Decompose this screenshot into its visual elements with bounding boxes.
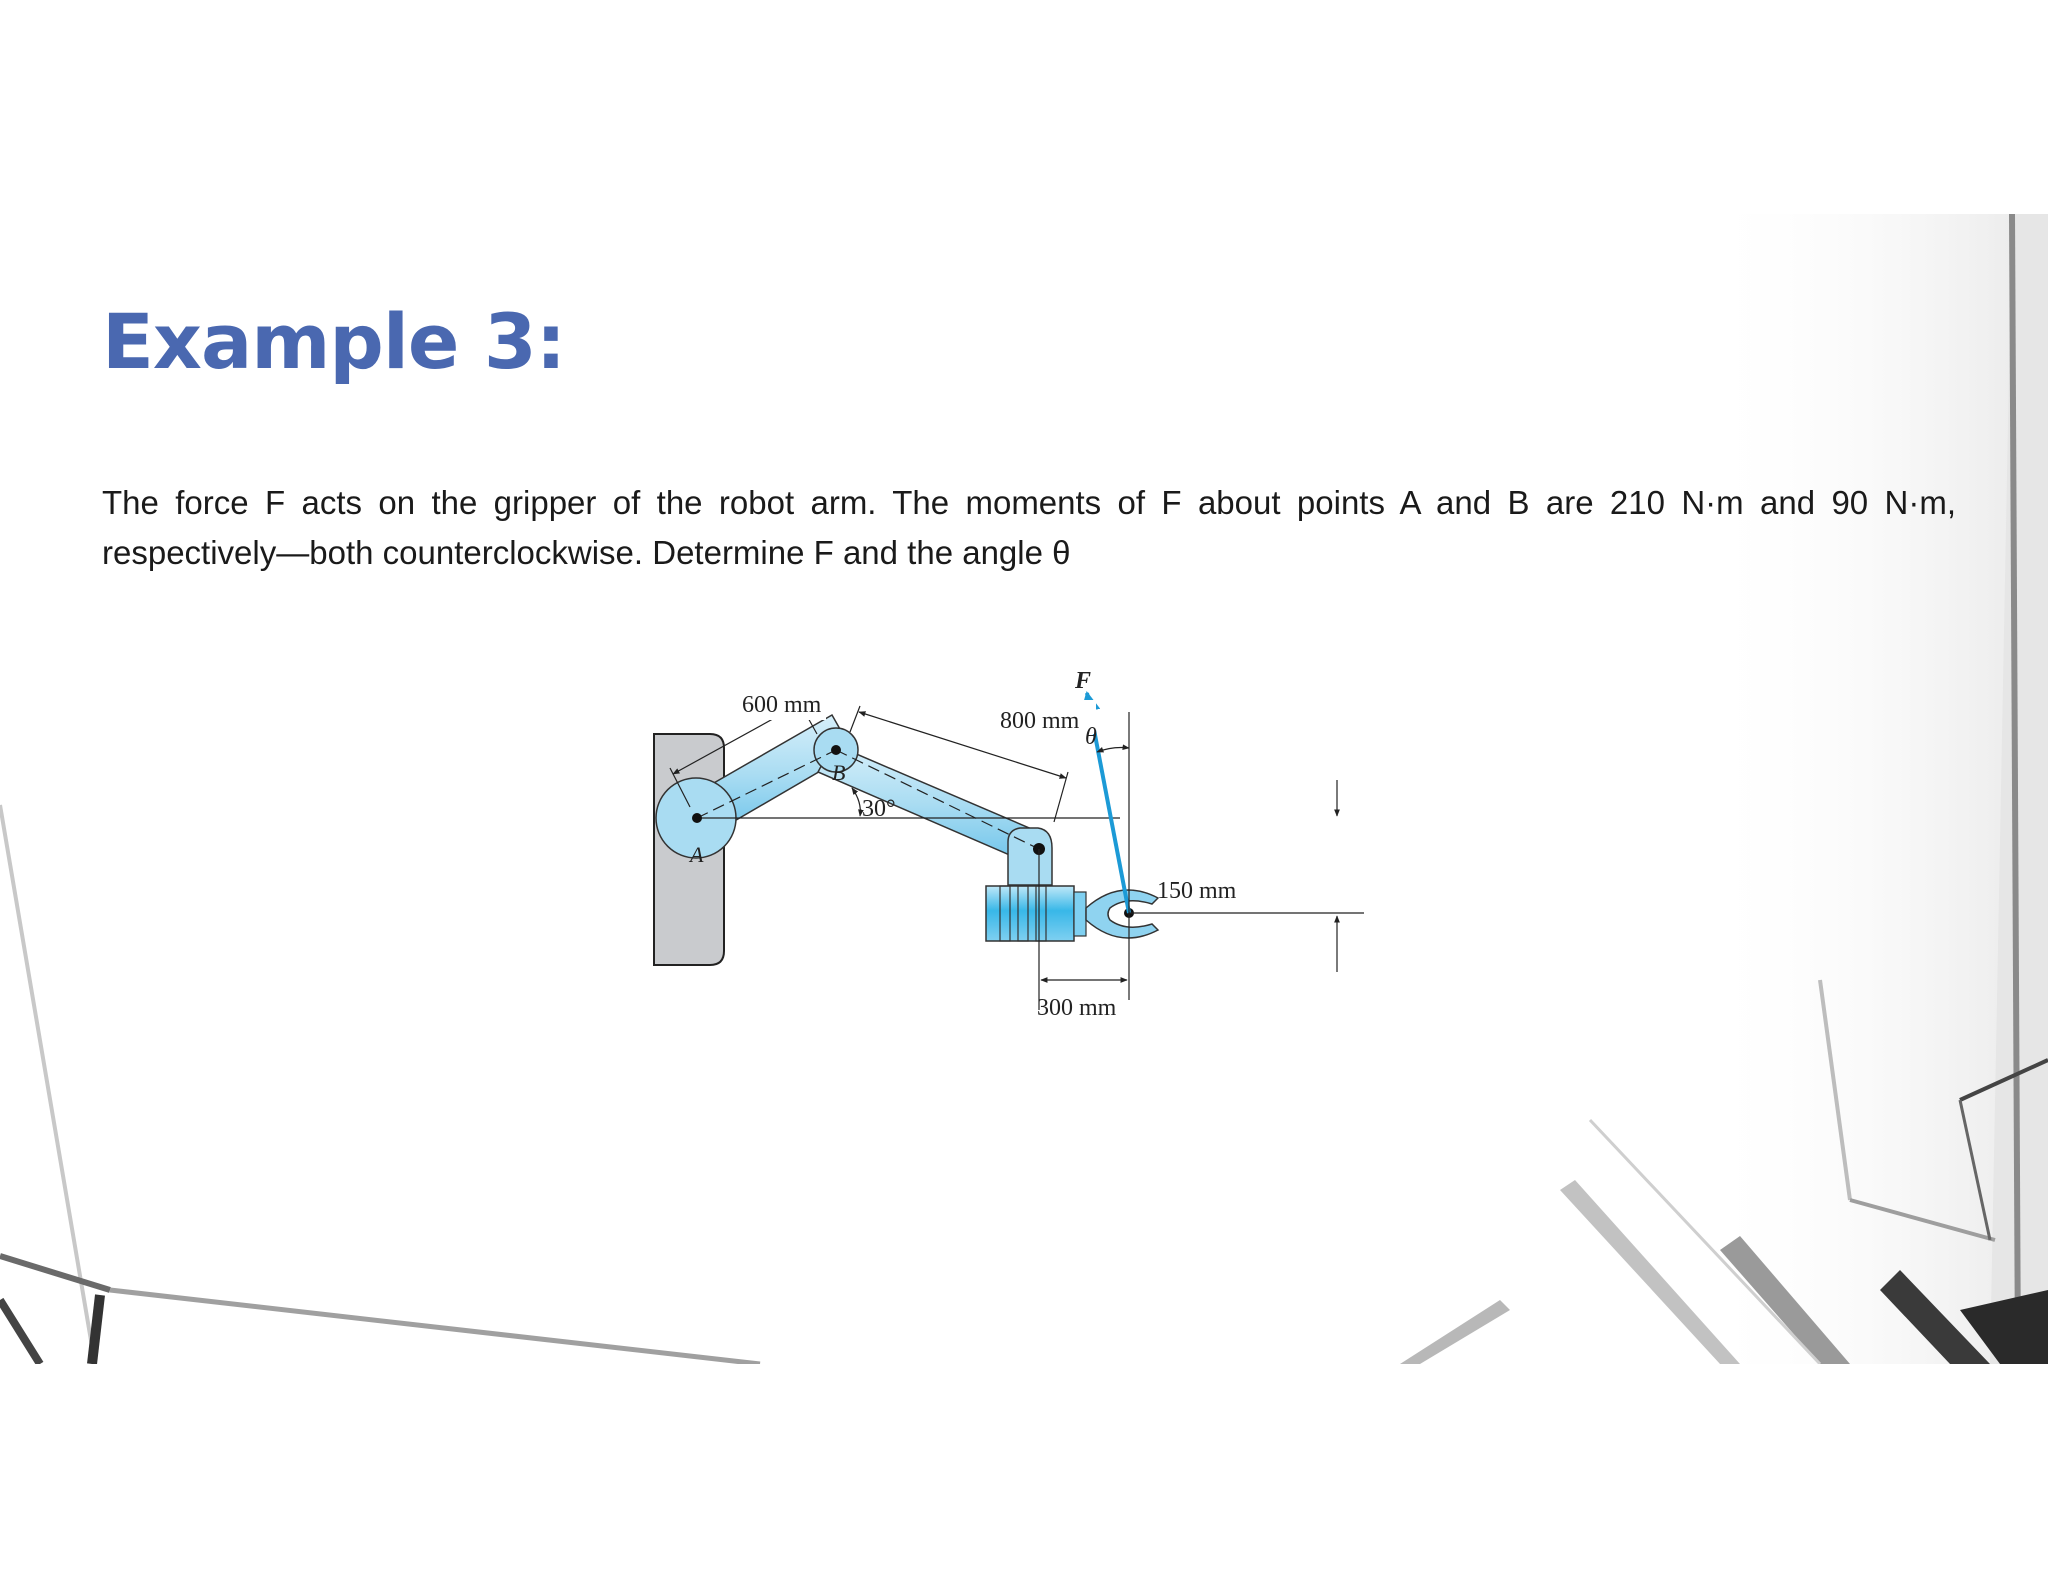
label-point-b: B [832,760,846,785]
label-800-mm: 800 mm [1000,708,1080,734]
point-a-marker [692,813,702,823]
robot-arm-figure [640,650,1420,1050]
label-600-mm: 600 mm [742,692,822,718]
slide-title: Example 3: [102,297,566,386]
gripper-body [986,886,1074,941]
label-300-mm: 300 mm [1037,995,1117,1021]
label-force-f: F [1075,668,1092,694]
label-theta: θ [1085,724,1097,750]
label-30-deg: 30° [862,796,896,822]
angle-30-arc [852,788,860,816]
gripper-claw [1086,890,1158,938]
label-point-a: A [690,842,704,867]
point-b-marker [831,745,841,755]
problem-statement: The force F acts on the gripper of the robot arm. The moments of F about points A and B are 210 N·m and 90 N·m, respectively—both counterclockwise. Determine F and the angle θ [102,484,1956,571]
theta-arc [1097,748,1129,753]
label-150-mm: 150 mm [1157,878,1237,904]
